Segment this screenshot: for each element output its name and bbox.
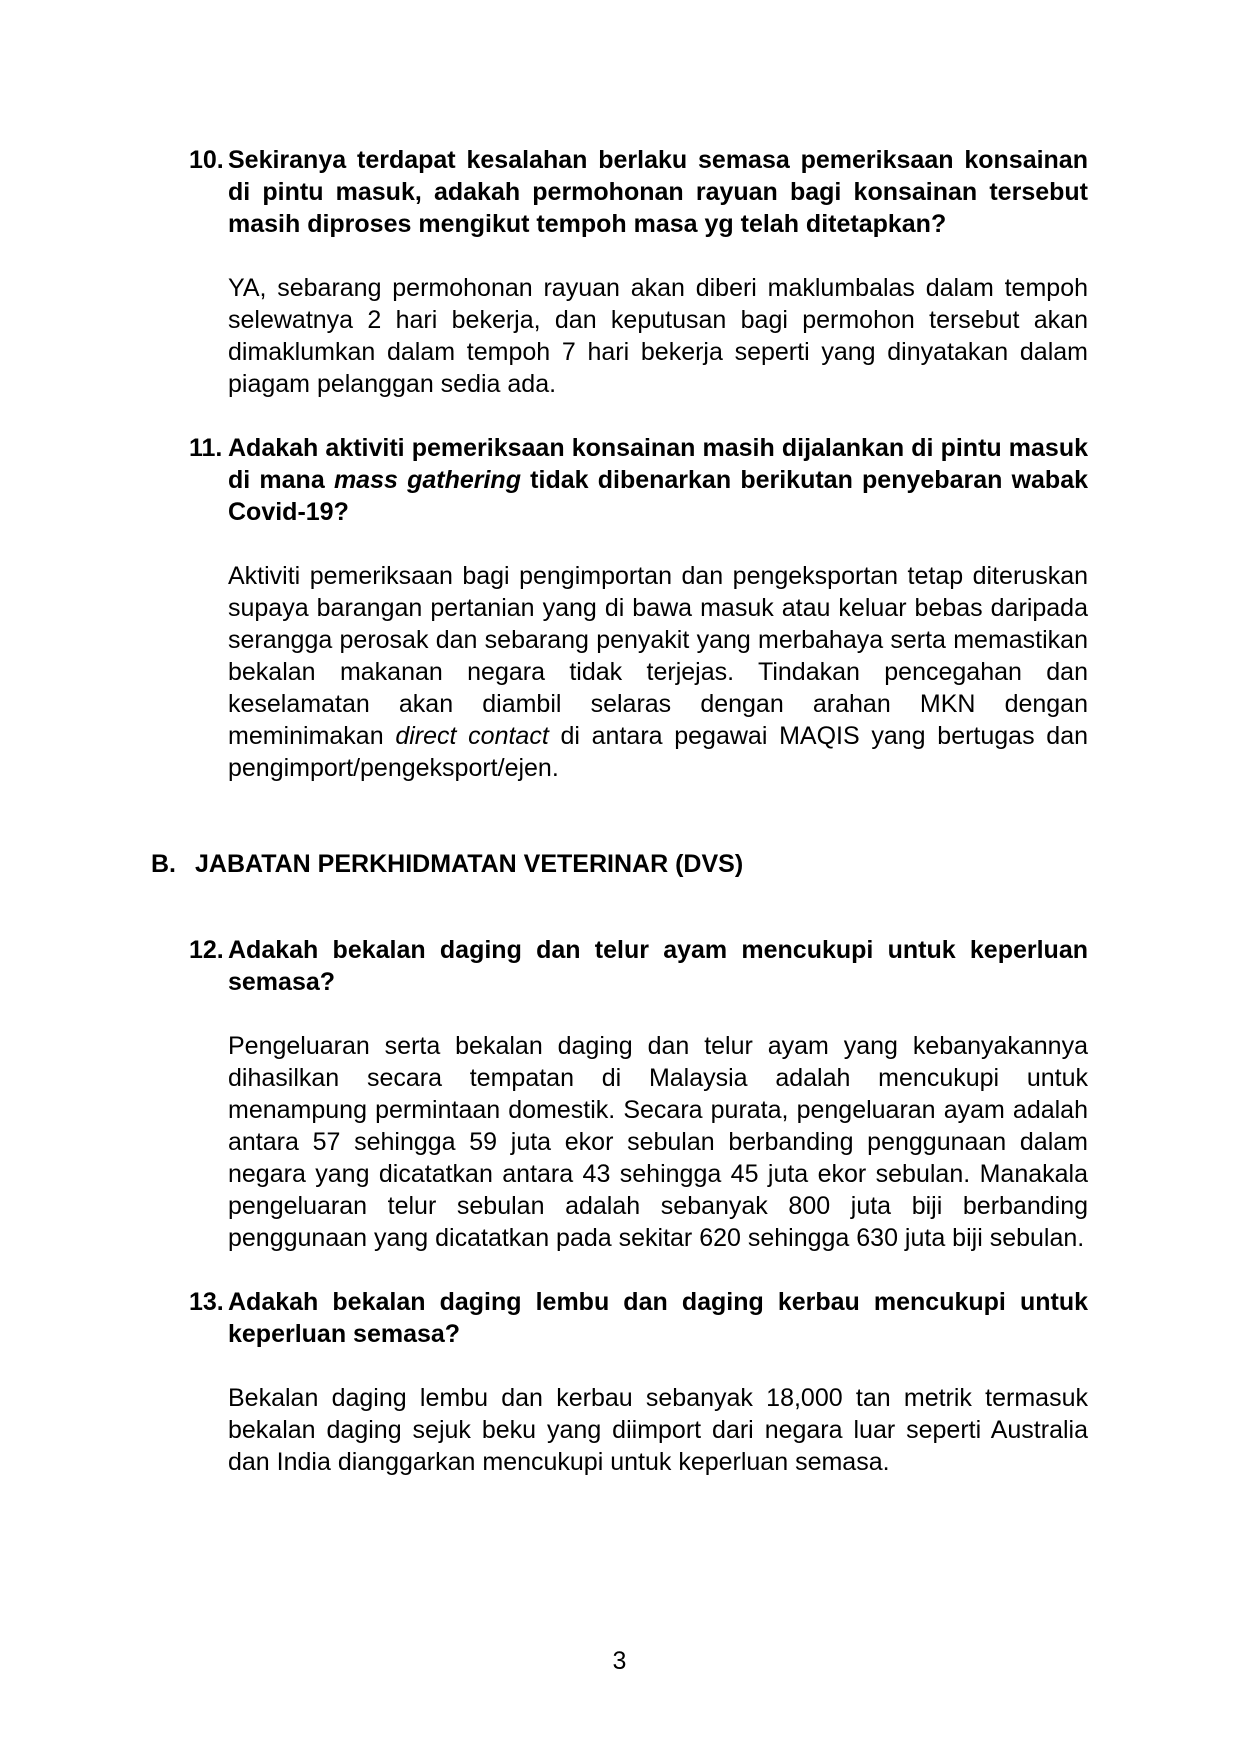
question-text (228, 432, 1088, 528)
question-row (189, 934, 1088, 998)
question-number: 10. (189, 146, 224, 174)
answer-text (228, 560, 1088, 784)
section-heading (151, 848, 1088, 880)
answer-text (228, 272, 1088, 400)
question-text (228, 934, 1088, 998)
answer-segment: YA, sebarang permohonan rayuan akan diberi maklumbalas dalam tempoh selewatnya 2 hari bekerja, dan keputusan bagi permohon tersebut akan dimaklumkan dalam tempoh 7 hari bekerja seperti yang dinyatakan dalam piagam pelanggan sedia ada. (228, 274, 1088, 398)
page-content (151, 144, 1089, 1510)
faq-item-13 (189, 1286, 1088, 1478)
faq-item-12 (189, 934, 1088, 1254)
question-segment: Adakah bekalan daging lembu dan daging kerbau mencukupi untuk keperluan semasa? (228, 1288, 1088, 1348)
question-row (189, 1286, 1088, 1350)
question-number: 12. (189, 936, 224, 964)
question-number: 11. (189, 434, 223, 462)
question-segment-italic: mass gathering (333, 466, 521, 494)
page-number: 3 (612, 1647, 627, 1675)
question-text (228, 1286, 1088, 1350)
answer-segment: Aktiviti pemeriksaan bagi pengimportan dan pengeksportan tetap diteruskan supaya barangan pertanian yang di bawa masuk atau keluar bebas daripada serangga perosak dan sebarang penyakit yang merbahaya serta memastikan bekalan makanan negara tidak terjejas. Tindakan pencegahan dan keselamatan akan diambil selaras dengan arahan MKN dengan meminimakan (228, 562, 1088, 750)
answer-segment: di antara pegawai MAQIS yang bertugas dan pengimport/pengeksport/ejen. (228, 722, 1089, 782)
answer-segment: Pengeluaran serta bekalan daging dan telur ayam yang kebanyakannya dihasilkan secara tempatan di Malaysia adalah mencukupi untuk menampung permintaan domestik. Secara purata, pengeluaran ayam adalah antara 57 sehingga 59 juta ekor sebulan berbanding penggunaan dalam negara yang dicatatkan antara 43 sehingga 45 juta ekor sebulan. Manakala pengeluaran telur sebulan adalah sebanyak 800 juta biji berbanding penggunaan yang dicatatkan pada sekitar 620 sehingga 630 juta biji sebulan. (228, 1032, 1088, 1252)
question-text (228, 144, 1088, 240)
faq-item-10 (189, 144, 1088, 400)
answer-text (228, 1030, 1088, 1254)
question-segment: Adakah aktiviti pemeriksaan konsainan masih dijalankan di pintu masuk di mana (228, 434, 1088, 494)
answer-segment: Bekalan daging lembu dan kerbau sebanyak 18,000 tan metrik termasuk bekalan daging sejuk beku yang diimport dari negara luar seperti Australia dan India dianggarkan mencukupi untuk keperluan semasa. (228, 1384, 1088, 1476)
question-segment: Sekiranya terdapat kesalahan berlaku semasa pemeriksaan konsainan di pintu masuk, adakah permohonan rayuan bagi konsainan tersebut masih diproses mengikut tempoh masa yg telah ditetapkan? (228, 146, 1088, 238)
answer-segment-italic: direct contact (395, 722, 549, 750)
question-segment: tidak dibenarkan berikutan penyebaran wabak Covid-19? (228, 466, 1089, 526)
section-title: JABATAN PERKHIDMATAN VETERINAR (DVS) (195, 850, 744, 878)
faq-item-11 (189, 432, 1088, 784)
question-row (189, 432, 1088, 528)
section-letter: B. (151, 850, 176, 878)
question-segment: Adakah bekalan daging dan telur ayam mencukupi untuk keperluan semasa? (228, 936, 1088, 996)
answer-text (228, 1382, 1088, 1478)
question-number: 13. (189, 1288, 224, 1316)
question-row (189, 144, 1088, 240)
